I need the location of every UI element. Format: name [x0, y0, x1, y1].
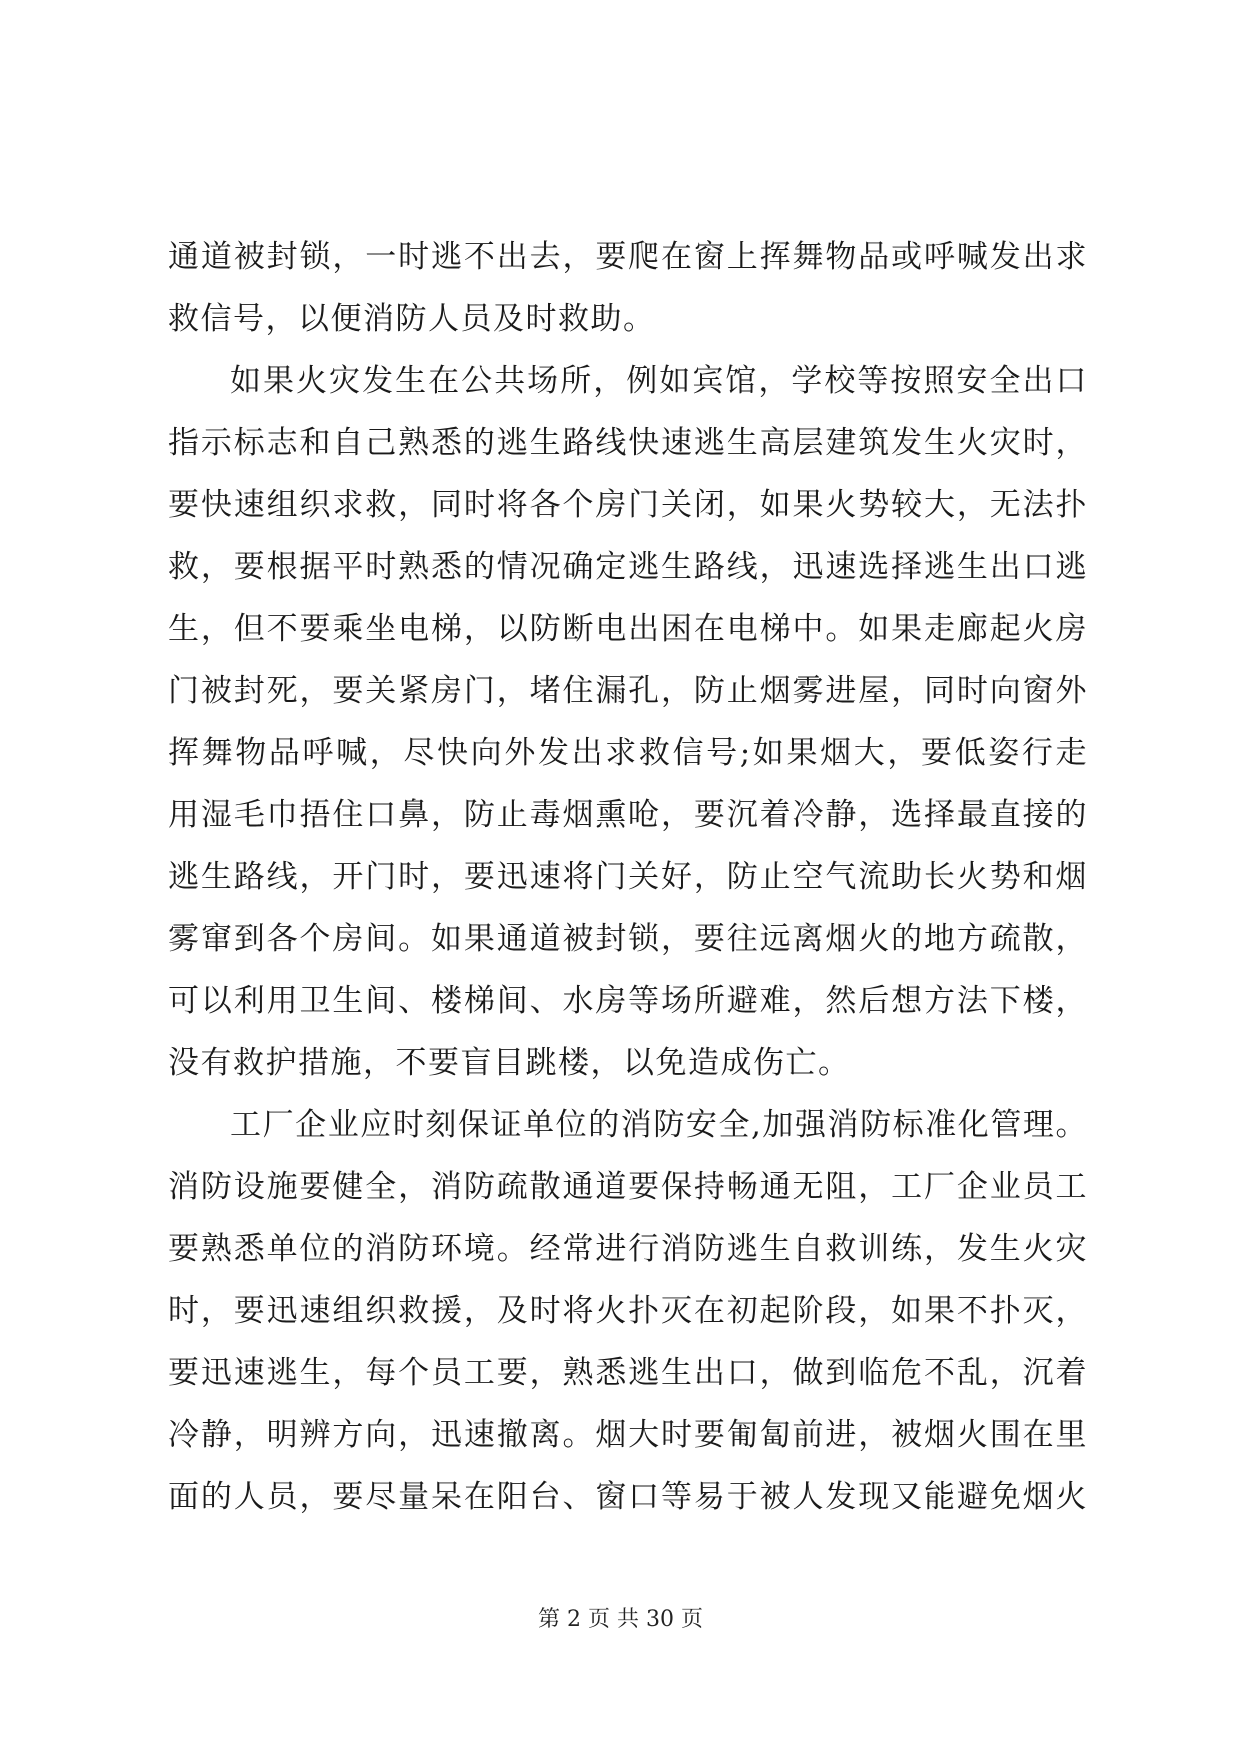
text-line-16: 消防设施要健全，消防疏散通道要保持畅通无阻，工厂企业员工 [168, 1169, 1088, 1205]
text-line-18: 时，要迅速组织救援，及时将火扑灭在初起阶段，如果不扑灭， [168, 1293, 1088, 1329]
text-line-19: 要迅速逃生，每个员工要，熟悉逃生出口，做到临危不乱，沉着 [168, 1355, 1088, 1391]
text-line-3: 如果火灾发生在公共场所，例如宾馆，学校等按照安全出口 [230, 363, 1088, 399]
text-line-8: 门被封死，要关紧房门，堵住漏孔，防止烟雾进屋，同时向窗外 [168, 673, 1088, 709]
document-body [168, 226, 1088, 1528]
text-line-15: 工厂企业应时刻保证单位的消防安全,加强消防标准化管理。 [230, 1107, 1088, 1143]
text-line-11: 逃生路线，开门时，要迅速将门关好，防止空气流助长火势和烟 [168, 859, 1088, 895]
text-line-17: 要熟悉单位的消防环境。经常进行消防逃生自救训练，发生火灾 [168, 1231, 1088, 1267]
text-line-1: 通道被封锁，一时逃不出去，要爬在窗上挥舞物品或呼喊发出求 [168, 239, 1088, 275]
text-line-6: 救，要根据平时熟悉的情况确定逃生路线，迅速选择逃生出口逃 [168, 549, 1088, 585]
text-line-7: 生，但不要乘坐电梯，以防断电出困在电梯中。如果走廊起火房 [168, 611, 1088, 647]
text-line-13: 可以利用卫生间、楼梯间、水房等场所避难，然后想方法下楼， [168, 983, 1088, 1019]
text-line-4: 指示标志和自己熟悉的逃生路线快速逃生高层建筑发生火灾时， [168, 425, 1088, 461]
text-line-14: 没有救护措施，不要盲目跳楼，以免造成伤亡。 [168, 1045, 851, 1081]
text-line-12: 雾窜到各个房间。如果通道被封锁，要往远离烟火的地方疏散， [168, 921, 1088, 957]
text-line-21: 面的人员，要尽量呆在阳台、窗口等易于被人发现又能避免烟火 [168, 1479, 1088, 1515]
page-number-footer: 第 2 页 共 30 页 [538, 1607, 703, 1632]
text-line-2: 救信号，以便消防人员及时救助。 [168, 301, 656, 337]
text-line-20: 冷静，明辨方向，迅速撤离。烟大时要匍匐前进，被烟火围在里 [168, 1417, 1088, 1453]
text-line-5: 要快速组织求救，同时将各个房门关闭，如果火势较大，无法扑 [168, 487, 1088, 523]
text-line-9: 挥舞物品呼喊，尽快向外发出求救信号;如果烟大，要低姿行走 [168, 735, 1088, 771]
text-line-10: 用湿毛巾捂住口鼻，防止毒烟熏呛，要沉着冷静，选择最直接的 [168, 797, 1088, 833]
